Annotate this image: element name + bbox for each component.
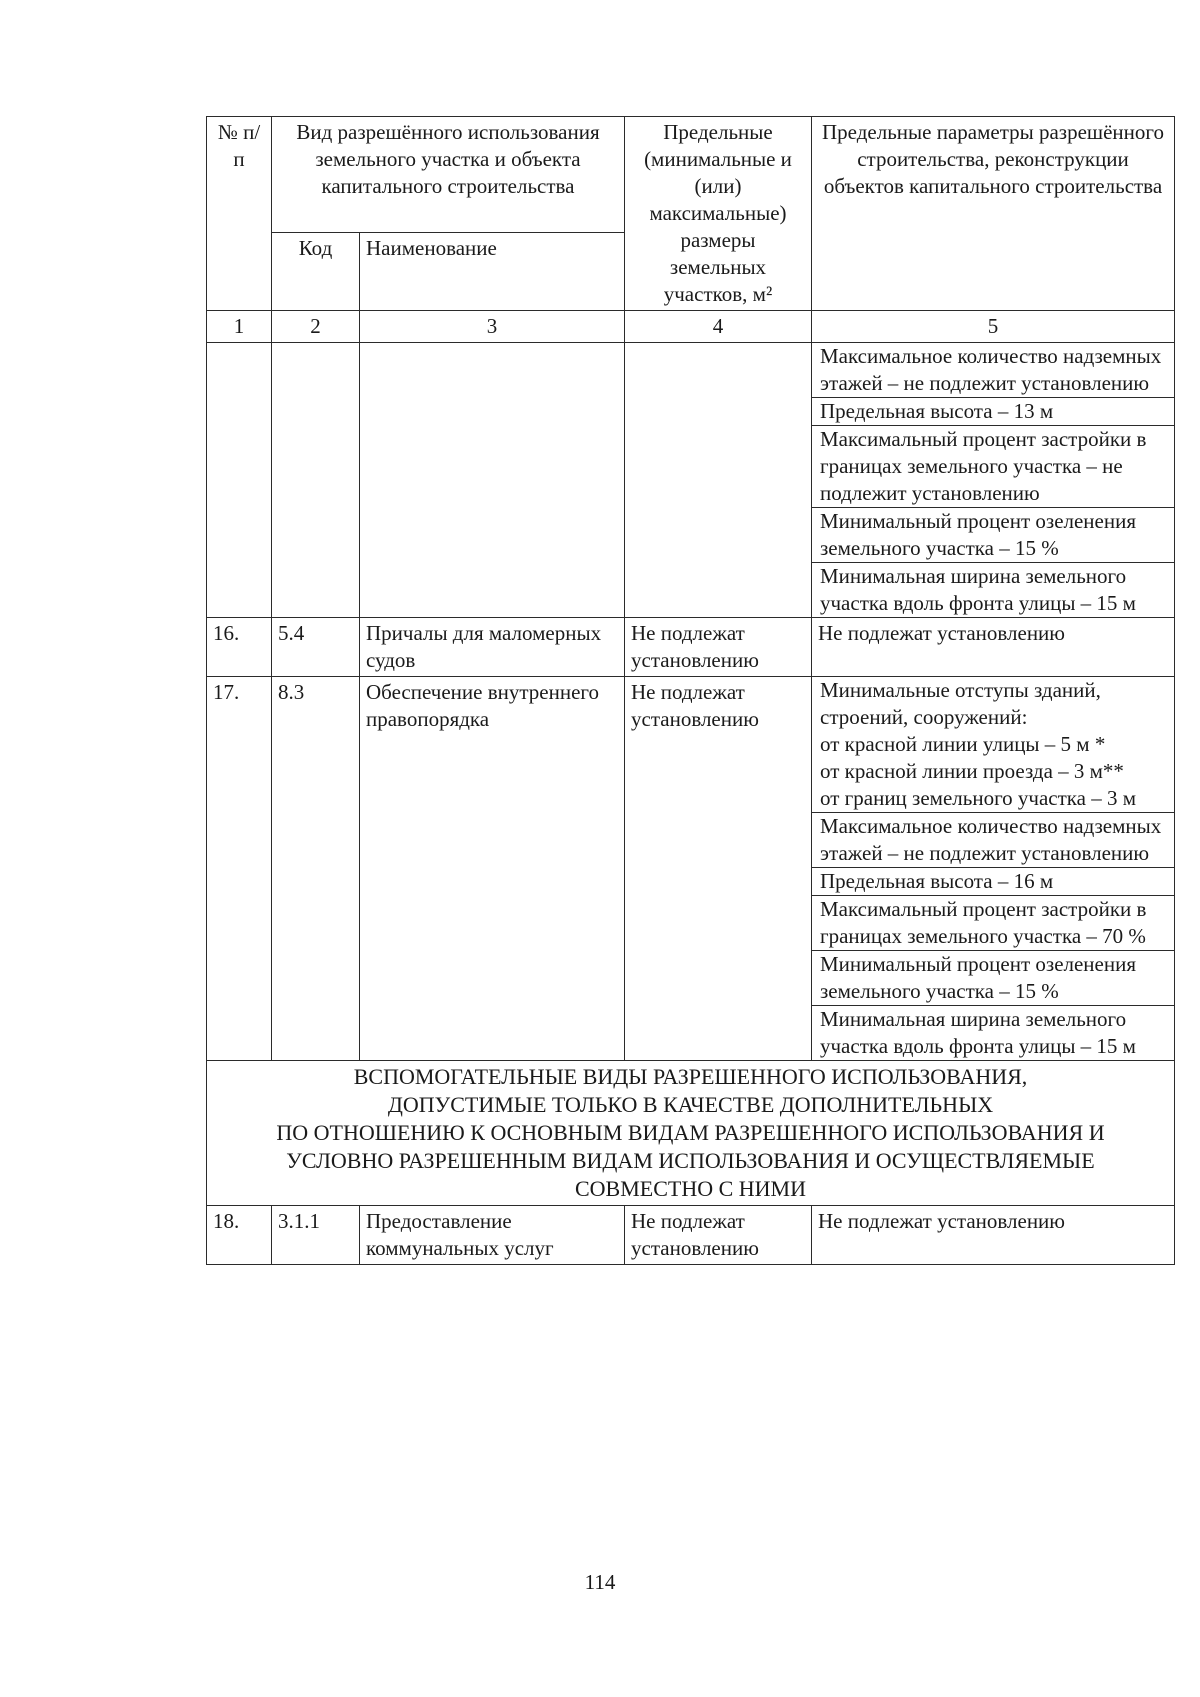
code-cell: 3.1.1 xyxy=(272,1206,360,1265)
header-name-cell: Наименование xyxy=(360,233,625,311)
param-item: Максимальный процент застройки в границах земельного участка – 70 % xyxy=(812,895,1174,950)
name-cell: Причалы для маломерных судов xyxy=(360,618,625,677)
num-cell xyxy=(207,343,272,618)
column-number-row xyxy=(207,311,1175,343)
header-sizes-cell: Предельные (минимальные и (или) максимальные) размеры земельных участков, м² xyxy=(625,117,812,311)
header-params-cell: Предельные параметры разрешённого строительства, реконструкции объектов капитального строительства xyxy=(812,117,1175,311)
name-cell xyxy=(360,343,625,618)
setback-line: от границ земельного участка – 3 м xyxy=(820,786,1137,810)
params-cell xyxy=(812,343,1175,618)
sizes-cell: Не подлежат установлению xyxy=(625,618,812,677)
sizes-cell: Не подлежат установлению xyxy=(625,677,812,1061)
params-cell xyxy=(812,677,1175,1061)
num-cell: 17. xyxy=(207,677,272,1061)
code-cell: 8.3 xyxy=(272,677,360,1061)
param-item: Предельная высота – 13 м xyxy=(812,397,1174,425)
num-cell: 18. xyxy=(207,1206,272,1265)
column-number: 5 xyxy=(812,311,1175,343)
page-number: 114 xyxy=(584,1570,616,1594)
param-item: Предельная высота – 16 м xyxy=(812,867,1174,895)
header-vid-cell: Вид разрешённого использования земельного участка и объекта капитального строительства xyxy=(272,117,625,233)
table-row xyxy=(207,677,1175,1061)
section-heading xyxy=(207,1061,1175,1206)
num-cell: 16. xyxy=(207,618,272,677)
code-cell: 5.4 xyxy=(272,618,360,677)
param-item: Минимальный процент озеленения земельного участка – 15 % xyxy=(812,507,1174,562)
param-item: Максимальное количество надземных этажей – не подлежит установлению xyxy=(820,344,1162,395)
sizes-cell xyxy=(625,343,812,618)
setback-line: от красной линии проезда – 3 м** xyxy=(820,759,1124,783)
header-code-cell: Код xyxy=(272,233,360,311)
param-item: Минимальный процент озеленения земельного участка – 15 % xyxy=(812,950,1174,1005)
params-cell: Не подлежат установлению xyxy=(812,618,1175,677)
table-header-row xyxy=(207,117,1175,233)
section-heading-line: УСЛОВНО РАЗРЕШЕННЫМ ВИДАМ ИСПОЛЬЗОВАНИЯ И ОСУЩЕСТВЛЯЕМЫЕ xyxy=(286,1148,1095,1173)
param-item-setbacks xyxy=(812,677,1174,812)
code-cell xyxy=(272,343,360,618)
setback-intro: Минимальные отступы зданий, строений, сооружений: xyxy=(820,678,1101,729)
section-heading-line: ПО ОТНОШЕНИЮ К ОСНОВНЫМ ВИДАМ РАЗРЕШЕННОГО ИСПОЛЬЗОВАНИЯ И xyxy=(276,1120,1105,1145)
column-number: 3 xyxy=(360,311,625,343)
table-row xyxy=(207,343,1175,618)
name-cell: Предоставление коммунальных услуг xyxy=(360,1206,625,1265)
section-heading-line: ДОПУСТИМЫЕ ТОЛЬКО В КАЧЕСТВЕ ДОПОЛНИТЕЛЬНЫХ xyxy=(387,1092,994,1117)
param-item: Максимальный процент застройки в границах земельного участка – не подлежит установлению xyxy=(812,425,1174,507)
column-number: 1 xyxy=(207,311,272,343)
setback-line: от красной линии улицы – 5 м * xyxy=(820,732,1106,756)
params-cell: Не подлежат установлению xyxy=(812,1206,1175,1265)
param-item: Максимальное количество надземных этажей – не подлежит установлению xyxy=(812,812,1174,867)
column-number: 4 xyxy=(625,311,812,343)
land-use-table xyxy=(206,116,1175,1265)
param-item: Минимальная ширина земельного участка вдоль фронта улицы – 15 м xyxy=(812,562,1174,617)
section-heading-line: ВСПОМОГАТЕЛЬНЫЕ ВИДЫ РАЗРЕШЕННОГО ИСПОЛЬЗОВАНИЯ, xyxy=(353,1064,1028,1089)
table-row xyxy=(207,618,1175,677)
name-cell: Обеспечение внутреннего правопорядка xyxy=(360,677,625,1061)
section-heading-row xyxy=(207,1061,1175,1206)
column-number: 2 xyxy=(272,311,360,343)
sizes-cell: Не подлежат установлению xyxy=(625,1206,812,1265)
section-heading-line: СОВМЕСТНО С НИМИ xyxy=(574,1176,807,1201)
table-row xyxy=(207,1206,1175,1265)
header-num-cell: № п/п xyxy=(207,117,272,311)
param-item: Минимальная ширина земельного участка вдоль фронта улицы – 15 м xyxy=(812,1005,1174,1060)
